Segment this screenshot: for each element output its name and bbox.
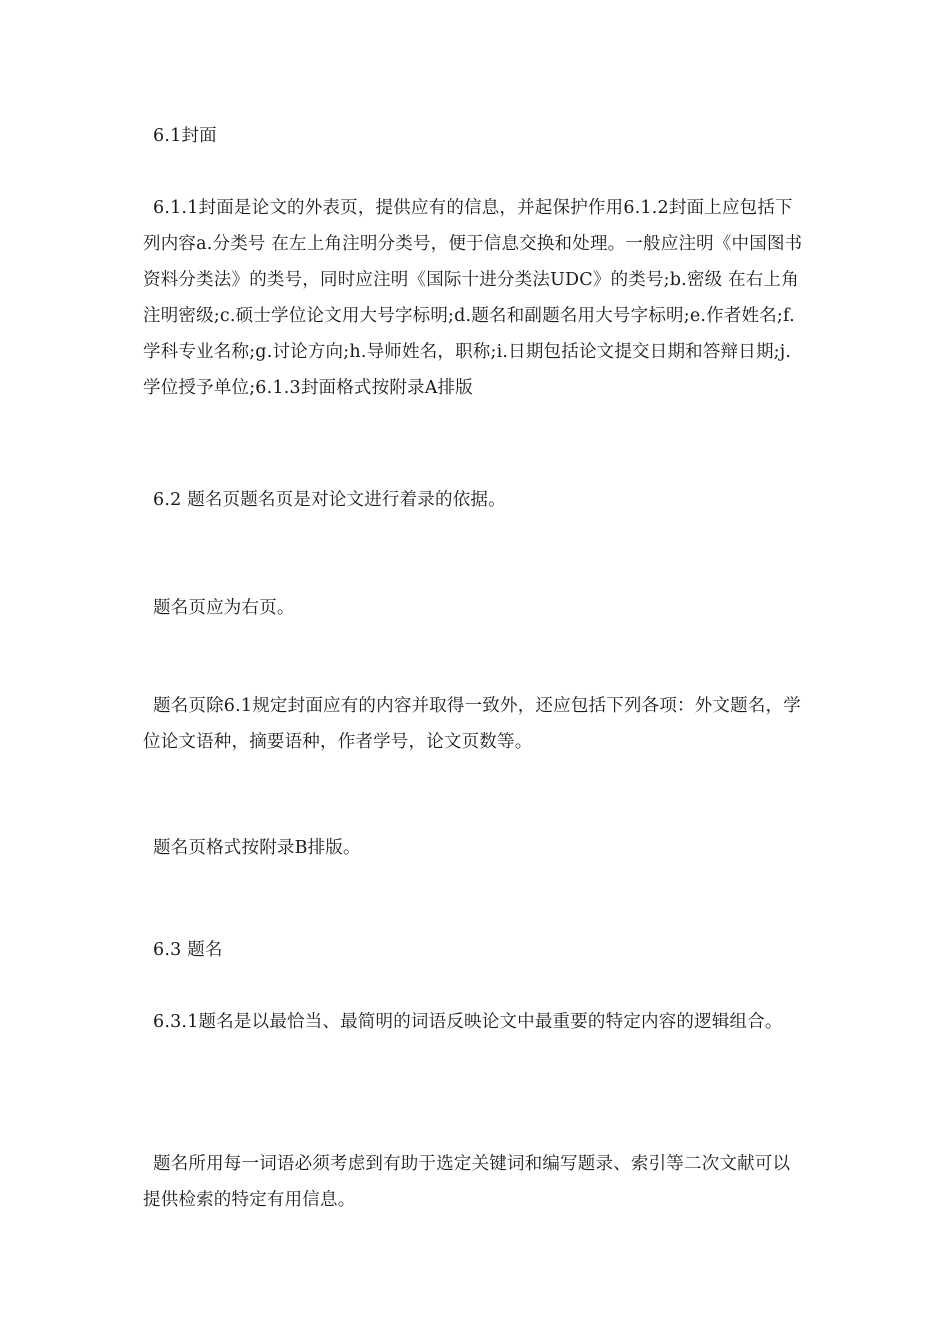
paragraph-title-page-items: 题名页除6.1规定封面应有的内容并取得一致外，还应包括下列各项：外文题名，学位论文语种，摘要语种，作者学号，论文页数等。 (143, 696, 801, 752)
paragraph-title-page-format: 题名页格式按附录B排版。 (153, 838, 361, 858)
paragraph-title-page-right: 题名页应为右页。 (153, 598, 295, 618)
paragraph-cover-content: 6.1.1封面是论文的外表页，提供应有的信息，并起保护作用6.1.2封面上应包括下列内容a.分类号 在左上角注明分类号，便于信息交换和处理。一般应注明《中国图书资料分类法》的类号，同时应注明《国际十进分类法UDC》的类号;b.密级 在右上角注明密级;c.硕士学位论文用大号字标明;d.题名和副题名用大号字标明;e.作者姓名;f.学科专业名称;g.讨论方向;h.导师姓名，职称;i.日期包括论文提交日期和答辩日期;j.学位授予单位;6.1.3封面格式按附录A排版 (143, 198, 803, 398)
section-heading-6-2: 6.2 题名页题名页是对论文进行着录的依据。 (153, 490, 506, 510)
paragraph-title-wording: 题名所用每一词语必须考虑到有助于选定关键词和编写题录、索引等二次文献可以提供检索的特定有用信息。 (143, 1154, 791, 1210)
section-heading-6-1: 6.1封面 (153, 126, 217, 146)
paragraph-title-definition: 6.3.1题名是以最恰当、最简明的词语反映论文中最重要的特定内容的逻辑组合。 (153, 1012, 783, 1032)
section-heading-6-3: 6.3 题名 (153, 940, 223, 960)
